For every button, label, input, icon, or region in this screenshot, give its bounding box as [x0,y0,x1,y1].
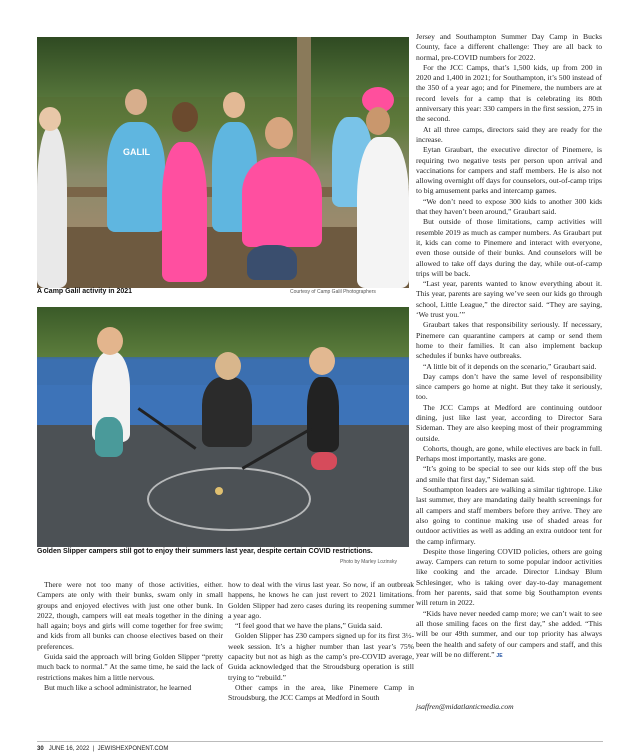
paragraph-text: “Kids have never needed camp more; we can’t wait to see all those smiling faces on the first day,” she added. “This will be our 49th summer, and our top priority has always been the health and safety of our campers and staff, and this year will be no different.” [416,608,602,659]
paragraph: “I feel good that we have the plans,” Guida said. [235,621,383,631]
paragraph: Cohorts, though, are gone, while electives are back in full. Perhaps most importantly, masks are gone. [416,443,602,464]
paragraph-last [416,609,602,661]
photo1-credit: Courtesy of Camp Galil Photographers [290,289,376,295]
author-email[interactable]: jsaffren@midatlanticmedia.com [416,702,514,711]
paragraph: how to deal with the virus last year. So now, if an outbreak happens, he knows he can just revert to 2021 limitations. Golden Slipper had zero cases during its reopening summer a year ago. [228,580,414,620]
article-right-column [416,32,602,661]
paragraph: Graubart takes that responsibility seriously. If necessary, Pinemere can quarantine campers at camp or send them home to their families. It can also implement backup schedules if bunks have outbreaks. [416,320,602,361]
paragraph: “We don’t need to expose 300 kids to another 300 kids that they haven’t been around,” Graubart said. [416,196,602,217]
shirt-text: GALIL [123,147,150,157]
paragraph: At all three camps, directors said they are ready for the increase. [416,124,602,144]
paragraph: Guida said the approach will bring Golden Slipper “pretty much back to normal.” At the same time, he said the lack of restrictions makes him a little nervous. [37,652,223,682]
paragraph: Jersey and Southampton Summer Day Camp in Bucks County, face a different challenge: They are all back to normal, pre-COVID numbers for 2022. [416,32,602,62]
end-mark: JE [496,652,503,659]
publication-url[interactable]: JEWISHEXPONENT.COM [97,746,169,752]
camp-galil-photo [37,37,409,288]
paragraph: But much like a school administrator, he learned [44,682,192,692]
paragraph: Southampton leaders are walking a similar tightrope. Like last summer, they are mandating daily health screenings for all campers and staff members before they arrive. They are also going to continue making use of shaded areas for outdoor activities as well as adding an extra outdoor tent for the camp infirmary. [416,485,602,546]
paragraph: There were not too many of those activities, either. Campers ate only with their bunks, swam only in small groups and enjoyed electives with just one other bunk. In 2022, though, campers will eat meals together in the dining hall again; boys and girls will come together for free swim; and kids from all bunks can choose electives based on their preferences. [37,580,223,651]
paragraph: “A little bit of it depends on the scenario,” Graubart said. [423,361,597,371]
paragraph: Golden Slipper has 230 campers signed up for its first 3½-week session. It’s a higher number than last year’s 75% capacity but not as high as the camp’s pre-COVID average, Guida acknowledged that the Stroudsburg operation is still trying to “rebuild.” [228,631,414,682]
paragraph: The JCC Camps at Medford are continuing outdoor dining, just like last year, according to Director Sara Sideman. They are also keeping most of their programming outside. [416,402,602,443]
page-footer [37,746,168,752]
photo2-caption: Golden Slipper campers still got to enjoy their summers last year, despite certain COVID restrictions. [37,548,373,555]
photo2-credit: Photo by Marley Lozinsky [340,559,397,565]
footer-divider [37,741,603,742]
paragraph: Despite those lingering COVID policies, others are going away. Campers can return to some popular indoor activities like cooking and the arcade. Director Lindsay Blum Schlesinger, who is taking over day-to-day management from her parents, said that some big Southampton events will return in 2022. [416,546,602,608]
paragraph: Other camps in the area, like Pinemere Camp in Stroudsburg, the JCC Camps at Medford in South [228,682,414,703]
paragraph: “Last year, parents wanted to know everything about it. This year, parents are saying we’ve seen our kids go through school, Little League,” the director said. “They are saying, ‘We trust you.’” [416,279,602,320]
article-column-b [228,580,414,704]
golden-slipper-photo [37,307,409,547]
paragraph: For the JCC Camps, that’s 1,500 kids, up from 200 in 2020 and 1,400 in 2021; for Southampton, it’s 500 instead of the 350 of a year ago; and for Pinemere, the numbers are at record levels for a camp that is celebrating its 80th anniversary this year: 330 campers in the first session, 275 in the second. [416,62,602,124]
footer-separator: | [92,746,95,752]
paragraph: “It’s going to be special to see our kids step off the bus and smile that first day,” Sideman said. [416,464,602,484]
paragraph: But outside of those limitations, camp activities will resemble 2019 as much as camper numbers. As Graubart put it, kids can come to Pinemere and interact with everyone, even those outside of their bunks. And counselors will be allowed to take off days during the day, while out-of-camp trips will be back. [416,217,602,278]
issue-date: JUNE 16, 2022 [48,746,90,752]
article-column-a [37,580,223,693]
paragraph: Eytan Graubart, the executive director of Pinemere, is requiring two negative tests per person upon arrival and vaccinations for campers and staff members. He is also not allowing overnight off days for counselors, out-of-camp trips to big amusement parks and intercamp games. [416,145,602,196]
page-number: 30 [37,746,44,752]
photo1-caption: A Camp Galil activity in 2021 [37,288,133,295]
paragraph: Day camps don’t have the same level of responsibility since campers go home at night. But they take it seriously, too. [416,371,602,402]
